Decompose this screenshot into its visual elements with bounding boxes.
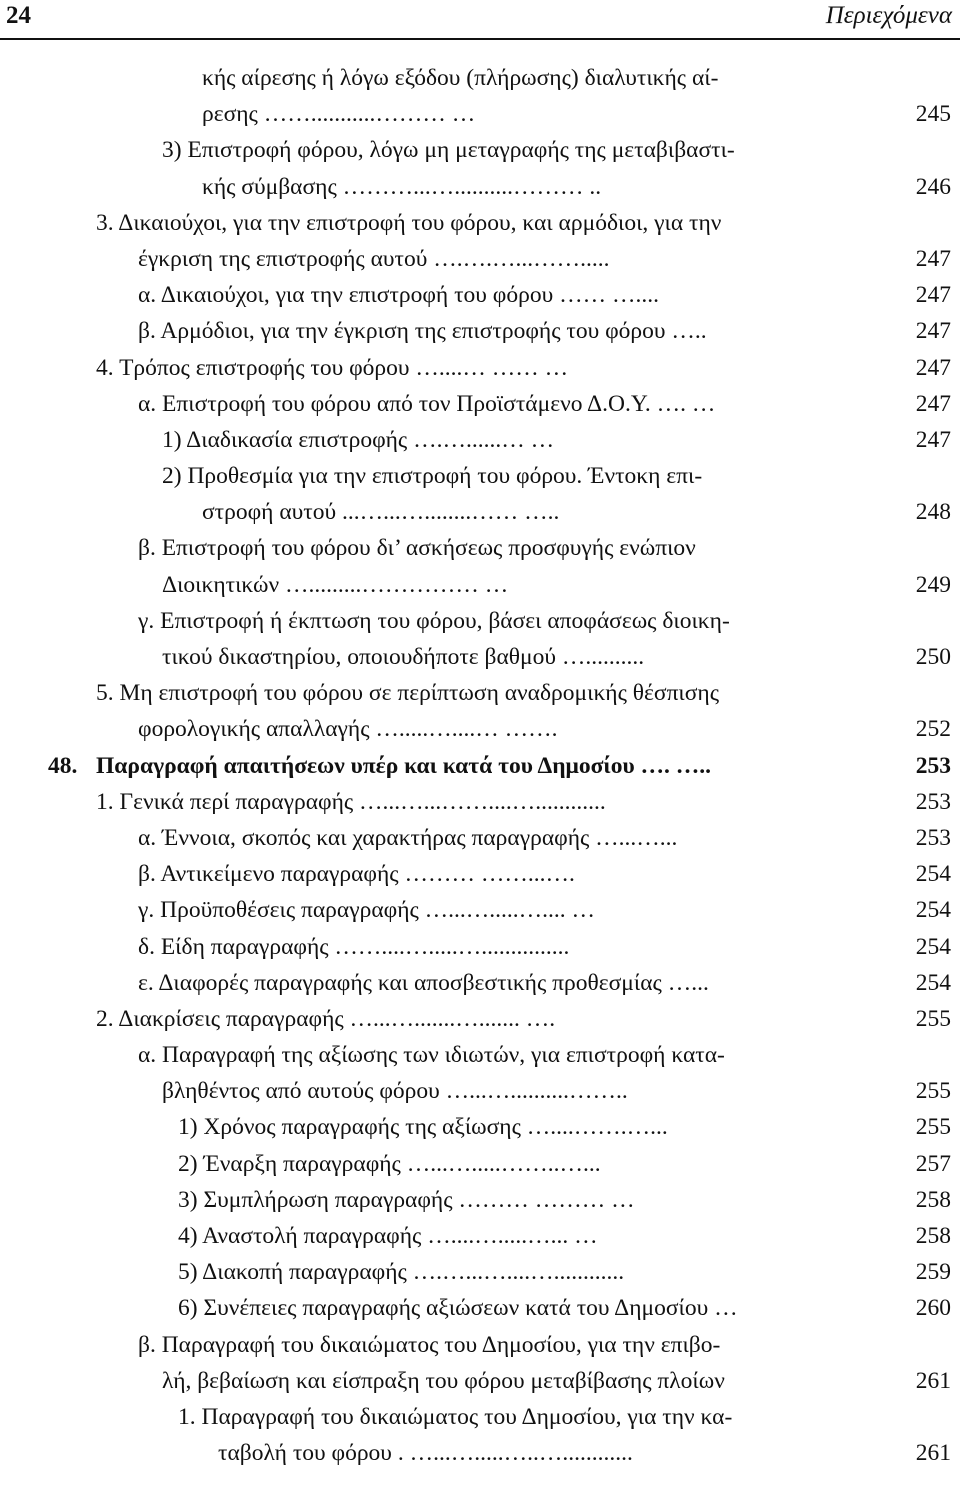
toc-entry-text: κής αίρεσης ή λόγω εξόδου (πλήρωσης) διαλυτικής αί- [202, 65, 719, 91]
toc-entry-text: τικού δικαστηρίου, οποιουδήποτε βαθμού ….......... [162, 644, 645, 670]
toc-entry [0, 1037, 960, 1073]
toc-entry [0, 205, 960, 241]
toc-entry [0, 1327, 960, 1363]
toc-entry-text: ρεσης ……...........……… … [202, 101, 476, 128]
toc-entry-page: 254 [915, 861, 951, 888]
toc-entry [0, 820, 960, 856]
toc-entry-page: 253 [915, 752, 951, 779]
toc-entry-page: 253 [915, 788, 951, 815]
toc-entry-page: 254 [915, 897, 951, 924]
toc-entry [0, 784, 960, 820]
toc-entry-page: 255 [915, 1078, 951, 1105]
page-header [0, 0, 960, 40]
toc-entry-text: στροφή αυτού ...…...…........…… ….. [202, 499, 560, 526]
toc-entry-page: 254 [915, 969, 951, 996]
toc-entry [0, 567, 960, 603]
toc-entry [0, 458, 960, 494]
toc-entry [0, 856, 960, 892]
toc-entry-text: γ. Επιστροφή ή έκπτωση του φόρου, βάσει αποφάσεως διοικη- [138, 607, 730, 634]
toc-entry [0, 929, 960, 965]
toc-entry-text: 2) Προθεσμία για την επιστροφή του φόρου. Έντοκη επι- [162, 463, 703, 490]
toc-entry-text: 3) Επιστροφή φόρου, λόγω μη μεταγραφής της μεταβιβαστι- [162, 137, 735, 164]
toc-entry [0, 1290, 960, 1326]
toc-entry-page: 246 [915, 173, 951, 200]
toc-entry-page: 245 [915, 101, 951, 128]
toc-entry [0, 675, 960, 711]
toc-entry [0, 1399, 960, 1435]
toc-entry-text: 1) Διαδικασία επιστροφής ….…......… … [162, 426, 555, 453]
toc-entry-text: ε. Διαφορές παραγραφής και αποσβεστικής προθεσμίας …... [138, 969, 709, 996]
toc-entry-text: 3) Συμπλήρωση παραγραφής ……… ……… … [178, 1186, 635, 1213]
toc-entry-text: β. Αρμόδιοι, για την έγκριση της επιστροφής του φόρου ….. [138, 318, 707, 345]
toc-entry-text: 5. Μη επιστροφή του φόρου σε περίπτωση αναδρομικής θέσπισης [96, 680, 720, 707]
toc-entry [0, 639, 960, 675]
toc-entry-page: 247 [915, 245, 951, 272]
toc-entry-page: 261 [915, 1367, 951, 1394]
toc-section-number: 48. [48, 752, 78, 779]
toc-entry-page: 247 [915, 282, 951, 309]
toc-entry-text: κής σύμβασης ………...…..........……… .. [202, 173, 602, 200]
toc-entry [0, 1363, 960, 1399]
toc-entry [0, 96, 960, 132]
toc-entry [0, 1146, 960, 1182]
toc-entry [0, 1109, 960, 1145]
toc-entry-page: 255 [915, 1114, 951, 1141]
toc-entry-page: 261 [915, 1440, 951, 1467]
toc-entry-page: 260 [915, 1295, 951, 1322]
toc-entry [0, 422, 960, 458]
toc-entry-text: α. Παραγραφή της αξίωσης των ιδιωτών, για επιστροφή κατα- [138, 1042, 725, 1069]
toc-entry [0, 277, 960, 313]
toc-entry-page: 254 [915, 933, 951, 960]
toc-entry [0, 132, 960, 168]
page-number: 24 [6, 2, 31, 29]
toc-entry-text: 2. Διακρίσεις παραγραφής …...….......…....... …. [96, 1005, 556, 1032]
toc-entry-page: 253 [915, 824, 951, 851]
toc-entry [0, 1001, 960, 1037]
toc-entry-page: 252 [915, 716, 951, 743]
toc-entry-page: 255 [915, 1005, 951, 1032]
toc-entry-text: 3. Δικαιούχοι, για την επιστροφή του φόρου, και αρμόδιοι, για την [96, 209, 722, 236]
toc-entry [0, 603, 960, 639]
toc-entry-page: 257 [915, 1150, 951, 1177]
toc-entry-page: 247 [915, 426, 951, 453]
toc-entry-page: 247 [915, 390, 951, 417]
toc-entry [0, 1254, 960, 1290]
toc-entry-text: 1) Χρόνος παραγραφής της αξίωσης …....…….…... [178, 1114, 668, 1141]
toc-entry [0, 1218, 960, 1254]
toc-entry-text: 2) Έναρξη παραγραφής …...….....……..…... [178, 1150, 601, 1177]
toc-entry-text: 4. Τρόπος επιστροφής του φόρου …....… …… … [96, 354, 569, 381]
toc-entry-text: φορολογικής απαλλαγής ….....…....… ……. [138, 716, 558, 743]
table-of-contents [0, 60, 960, 1471]
toc-entry-text: β. Παραγραφή του δικαιώματος του Δημοσίου, για την επιβο- [138, 1331, 721, 1358]
toc-entry-text: δ. Είδη παραγραφής ……....….....…............... [138, 933, 570, 960]
toc-entry [0, 1182, 960, 1218]
toc-entry [0, 169, 960, 205]
toc-entry-text: β. Αντικείμενο παραγραφής ……… ……...…. [138, 861, 575, 888]
toc-entry-text: γ. Προϋποθέσεις παραγραφής …...….....….... … [138, 897, 596, 924]
toc-entry-text: β. Επιστροφή του φόρου δι’ ασκήσεως προσφυγής ενώπιον [138, 535, 696, 562]
toc-entry-text: έγκριση της επιστροφής αυτού ….….…...……..... [138, 245, 610, 272]
toc-entry [0, 313, 960, 349]
toc-entry [0, 711, 960, 747]
toc-entry-text: βληθέντος από αυτούς φόρου …...…..........…….. [162, 1078, 628, 1105]
toc-entry-text: λή, βεβαίωση και είσπραξη του φόρου μεταβίβασης πλοίων [162, 1367, 725, 1394]
toc-entry-page: 259 [915, 1259, 951, 1286]
toc-entry [0, 241, 960, 277]
toc-entry-text: ταβολή του φόρου . …...….....…..…............ [218, 1440, 633, 1467]
toc-entry-page: 258 [915, 1223, 951, 1249]
toc-entry-page: 258 [915, 1186, 951, 1213]
toc-entry-page: 249 [915, 571, 951, 598]
running-title: Περιεχόμενα [825, 2, 952, 29]
toc-entry [0, 350, 960, 386]
toc-entry-text: α. Επιστροφή του φόρου από τον Προϊστάμενο Δ.Ο.Υ. …. … [138, 390, 716, 417]
toc-entry [0, 494, 960, 530]
toc-entry-text: Διοικητικών ….........…………… … [162, 571, 509, 598]
toc-entry-page: 247 [915, 354, 951, 381]
toc-entry [0, 892, 960, 928]
toc-entry [0, 1073, 960, 1109]
toc-entry-text: 6) Συνέπειες παραγραφής αξιώσεων κατά του Δημοσίου … [178, 1295, 738, 1322]
toc-entry [0, 530, 960, 566]
toc-entry [0, 1435, 960, 1471]
toc-entry-text: 4) Αναστολή παραγραφής …....….....…... … [178, 1223, 598, 1249]
toc-entry [0, 60, 960, 96]
toc-entry [0, 386, 960, 422]
toc-entry-page: 248 [915, 499, 951, 526]
toc-entry-text: α. Έννοια, σκοπός και χαρακτήρας παραγραφής …...…... [138, 824, 678, 851]
toc-entry-text: 5) Διακοπή παραγραφής ….…...…....…............ [178, 1259, 625, 1286]
toc-entry [0, 748, 960, 784]
toc-entry-text: Παραγραφή απαιτήσεων υπέρ και κατά του Δημοσίου …. ….. [96, 752, 712, 779]
toc-entry-page: 250 [915, 644, 951, 670]
toc-entry-text: α. Δικαιούχοι, για την επιστροφή του φόρου …… ….... [138, 282, 659, 309]
toc-entry-page: 247 [915, 318, 951, 345]
toc-entry-text: 1. Γενικά περί παραγραφής …...…...……....…............ [96, 788, 606, 815]
toc-entry [0, 965, 960, 1001]
toc-entry-text: 1. Παραγραφή του δικαιώματος του Δημοσίου, για την κα- [178, 1403, 733, 1430]
